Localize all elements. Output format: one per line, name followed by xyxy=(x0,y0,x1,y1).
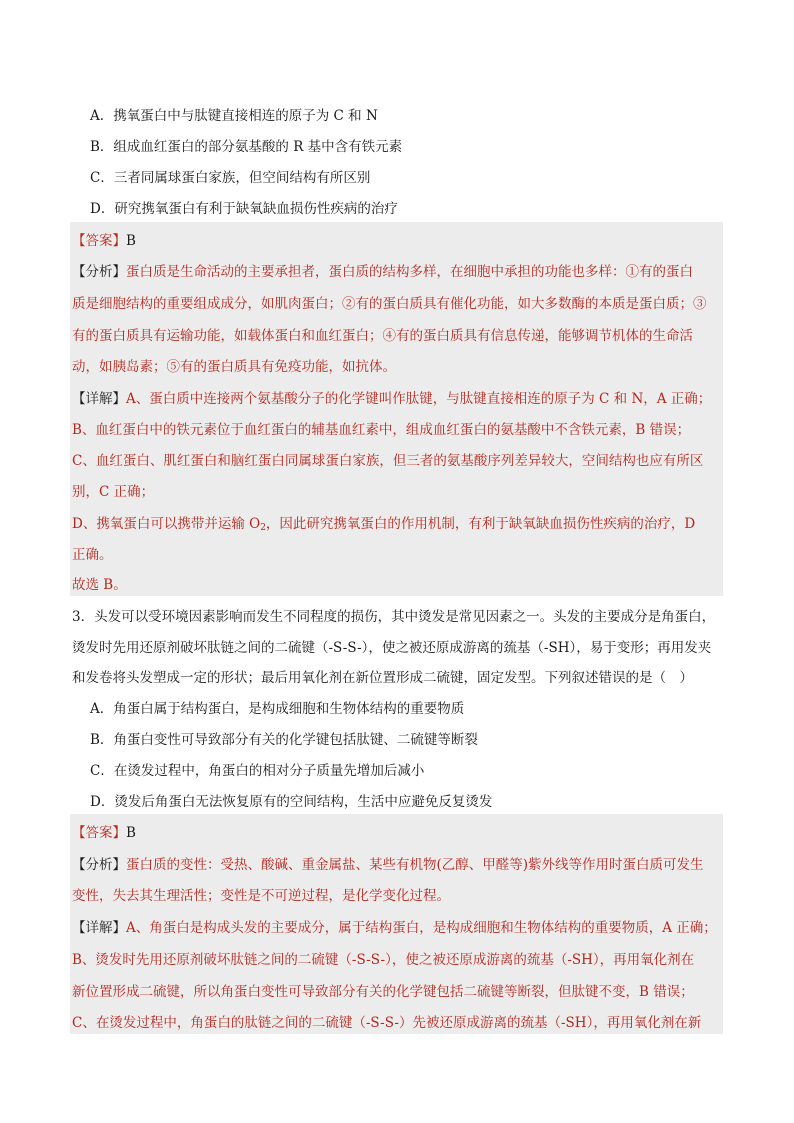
q2-detail-row-1 xyxy=(72,387,711,407)
q2-answer: B xyxy=(126,233,136,249)
q2-option-b: B．组成血红蛋白的部分氨基酸的 R 基中含有铁元素 xyxy=(90,139,403,155)
q3-option-d: D．烫发后角蛋白无法恢复原有的空间结构，生活中应避免反复烫发 xyxy=(90,794,493,810)
q3-stem-line-1: 3．头发可以受环境因素影响而发生不同程度的损伤，其中烫发是常见因素之一。头发的主要成分是角蛋白， xyxy=(72,609,716,625)
q2-detail-line-1: A、蛋白质中连接两个氨基酸分子的化学键叫作肽键，与肽键直接相连的原子为 C 和 N，A 正确； xyxy=(126,391,712,407)
q2-detail-line-5 xyxy=(72,512,695,533)
q2-detail-d-pre: D、携氧蛋白可以携带并运输 O xyxy=(72,516,261,532)
q2-detail-line-3: C、血红蛋白、肌红蛋白和脑红蛋白同属球蛋白家族，但三者的氨基酸序列差异较大，空间结构也应有所区 xyxy=(72,453,704,469)
q2-conclusion: 故选 B。 xyxy=(72,577,127,593)
q2-answer-tag: 【答案】 xyxy=(72,233,126,249)
q2-detail-d-sub: 2 xyxy=(260,523,266,533)
q3-detail-line-1: A、角蛋白是构成头发的主要成分，属于结构蛋白，是构成细胞和生物体结构的重要物质，A 正确； xyxy=(126,920,717,936)
q3-stem-line-2: 烫发时先用还原剂破坏肽链之间的二硫键（-S-S-），使之被还原成游离的巯基（-SH），易于变形；再用发夹 xyxy=(72,640,712,656)
q3-analysis-tag: 【分析】 xyxy=(72,857,126,873)
q3-detail-line-4: C、在烫发过程中，角蛋白的肽链之间的二硫键（-S-S-）先被还原成游离的巯基（-SH），再用氧化剂在新 xyxy=(72,1015,702,1031)
q3-analysis-row-1 xyxy=(72,853,704,873)
q2-analysis-line-4: 动，如胰岛素；⑤有的蛋白质具有免疫功能，如抗体。 xyxy=(72,359,396,375)
q2-detail-d-post: ，因此研究携氧蛋白的作用机制，有利于缺氧缺血损伤性疾病的治疗，D xyxy=(265,516,696,532)
q2-detail-line-6: 正确。 xyxy=(72,547,113,563)
q3-detail-tag: 【详解】 xyxy=(72,920,126,936)
q3-option-c: C．在烫发过程中，角蛋白的相对分子质量先增加后减小 xyxy=(90,763,425,779)
q3-detail-row-1 xyxy=(72,916,717,936)
q3-detail-line-2: B、烫发时先用还原剂破坏肽链之间的二硫键（-S-S-），使之被还原成游离的巯基（-SH），再用氧化剂在 xyxy=(72,952,695,968)
q2-detail-tag: 【详解】 xyxy=(72,391,126,407)
q3-analysis-line-1: 蛋白质的变性：受热、酸碱、重金属盐、某些有机物(乙醇、甲醛等)紫外线等作用时蛋白质可发生 xyxy=(126,857,704,873)
q2-analysis-row-1 xyxy=(72,260,693,280)
q3-answer-row xyxy=(72,821,136,841)
q3-answer-tag: 【答案】 xyxy=(72,825,126,841)
q2-analysis-line-1: 蛋白质是生命活动的主要承担者，蛋白质的结构多样，在细胞中承担的功能也多样：①有的蛋白 xyxy=(126,264,693,280)
q3-detail-line-3: 新位置形成二硫键，所以角蛋白变性可导致部分有关的化学键包括二硫键等断裂，但肽键不变，B 错误； xyxy=(72,984,694,1000)
q3-analysis-line-2: 变性，失去其生理活性；变性是不可逆过程，是化学变化过程。 xyxy=(72,888,450,904)
q2-analysis-line-2: 质是细胞结构的重要组成成分，如肌肉蛋白；②有的蛋白质具有催化功能，如大多数酶的本质是蛋白质；③ xyxy=(72,296,707,312)
q2-detail-line-2: B、血红蛋白中的铁元素位于血红蛋白的辅基血红素中，组成血红蛋白的氨基酸中不含铁元素，B 错误； xyxy=(72,422,691,438)
q2-answer-row xyxy=(72,229,136,249)
q3-option-b: B．角蛋白变性可导致部分有关的化学键包括肽键、二硫键等断裂 xyxy=(90,732,478,748)
q2-analysis-tag: 【分析】 xyxy=(72,264,126,280)
q3-stem-line-3: 和发卷将头发塑成一定的形状；最后用氧化剂在新位置形成二硫键，固定发型。下列叙述错误的是（ ） xyxy=(72,670,693,686)
q2-analysis-line-3: 有的蛋白质具有运输功能，如载体蛋白和血红蛋白；④有的蛋白质具有信息传递，能够调节机体的生命活 xyxy=(72,328,693,344)
q3-option-a: A．角蛋白属于结构蛋白，是构成细胞和生物体结构的重要物质 xyxy=(90,701,465,717)
q2-detail-line-4: 别，C 正确； xyxy=(72,484,155,500)
q2-option-d: D．研究携氧蛋白有利于缺氧缺血损伤性疾病的治疗 xyxy=(90,201,398,217)
q2-option-a: A．携氧蛋白中与肽键直接相连的原子为 C 和 N xyxy=(90,108,378,124)
q3-answer: B xyxy=(126,825,136,841)
q2-option-c: C．三者同属球蛋白家族，但空间结构有所区别 xyxy=(90,170,371,186)
